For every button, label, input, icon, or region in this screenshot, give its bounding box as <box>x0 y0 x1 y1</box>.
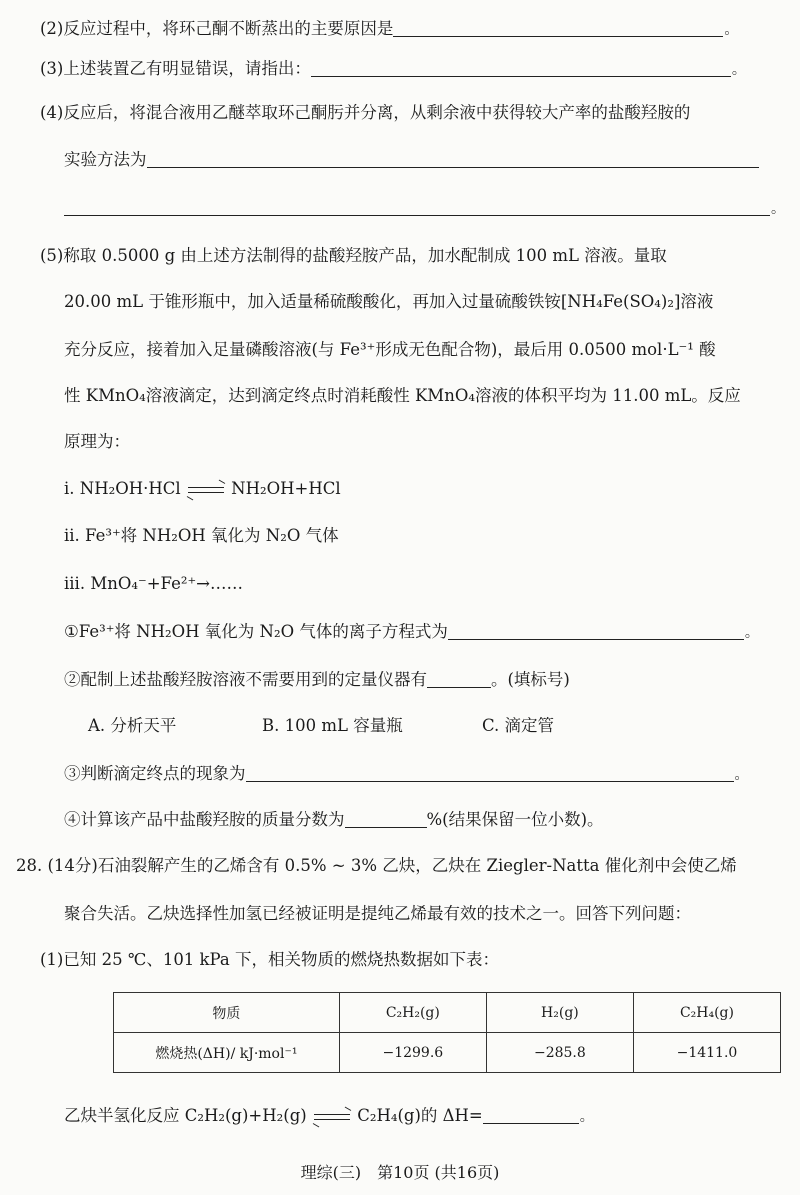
combustion-heat-table <box>113 992 781 1073</box>
question-28-line2: 聚合失活。乙炔选择性加氢已经被证明是提纯乙烯最有效的技术之一。回答下列问题： <box>64 904 691 923</box>
reaction-3: iii. MnO₄⁻+Fe²⁺→…… <box>64 574 243 593</box>
question-5-line3: 充分反应，接着加入足量磷酸溶液(与 Fe³⁺形成无色配合物)，最后用 0.0500 mol·L⁻¹ 酸 <box>64 340 716 359</box>
question-28-line1: 28. (14分)石油裂解产生的乙烯含有 0.5% ~ 3% 乙炔，乙炔在 Ziegler-Natta 催化剂中会使乙烯 <box>16 856 737 875</box>
sub-question-3-text: ③判断滴定终点的现象为 <box>64 764 246 783</box>
table-header-row <box>114 993 781 1033</box>
period: 。 <box>744 625 759 641</box>
reaction-1-right: NH₂OH+HCl <box>231 479 341 498</box>
question-5-line2: 20.00 mL 于锥形瓶中，加入适量稀硫酸酸化，再加入过量硫酸铁铵[NH₄Fe(SO₄)₂]溶液 <box>64 292 714 311</box>
option-c: C. 滴定管 <box>482 716 555 735</box>
question-2-text: (2)反应过程中，将环己酮不断蒸出的主要原因是 <box>40 19 394 38</box>
equilibrium-arrow-icon <box>186 484 226 496</box>
table-cell: −285.8 <box>486 1033 633 1073</box>
option-a: A. 分析天平 <box>88 716 177 735</box>
option-b: B. 100 mL 容量瓶 <box>262 716 403 735</box>
answer-blank-s2[interactable] <box>427 671 491 688</box>
sub-question-1-text: ①Fe³⁺将 NH₂OH 氧化为 N₂O 气体的离子方程式为 <box>64 622 448 641</box>
question-4-line2 <box>64 148 759 172</box>
answer-blank-delta-h[interactable] <box>483 1107 579 1124</box>
sub-question-2-text: ②配制上述盐酸羟胺溶液不需要用到的定量仪器有 <box>64 670 427 689</box>
question-28-line3: (1)已知 25 ℃、101 kPa 下，相关物质的燃烧热数据如下表： <box>40 950 499 969</box>
equilibrium-arrow-icon <box>312 1111 352 1123</box>
answer-blank-q2[interactable] <box>393 20 723 37</box>
sub-question-2-tail: 。(填标号) <box>491 670 570 689</box>
page-footer: 理综(三) 第10页 (共16页) <box>300 1163 500 1182</box>
sub-question-3 <box>64 762 749 787</box>
sub-question-4-tail: %(结果保留一位小数)。 <box>426 810 604 829</box>
question-4-line3 <box>64 196 785 221</box>
period: 。 <box>771 201 785 217</box>
answer-blank-s3[interactable] <box>246 765 734 782</box>
period: 。 <box>579 1109 594 1125</box>
question-4-line1: (4)反应后，将混合液用乙醚萃取环己酮肟并分离，从剩余液中获得较大产率的盐酸羟胺的 <box>40 103 691 122</box>
question-2 <box>40 17 738 42</box>
answer-blank-s1[interactable] <box>448 623 744 640</box>
sub-question-4-text: ④计算该产品中盐酸羟胺的质量分数为 <box>64 810 345 829</box>
sub-question-4 <box>64 808 604 832</box>
reaction-1-left: i. NH₂OH·HCl <box>64 479 181 498</box>
reaction-2: ii. Fe³⁺将 NH₂OH 氧化为 N₂O 气体 <box>64 526 339 545</box>
table-header-cell: C₂H₂(g) <box>339 993 486 1033</box>
question-5-line1: (5)称取 0.5000 g 由上述方法制得的盐酸羟胺产品，加水配制成 100 mL 溶液。量取 <box>40 246 667 265</box>
table-row <box>114 1033 781 1073</box>
period: 。 <box>724 22 739 38</box>
table-cell: −1299.6 <box>339 1033 486 1073</box>
equation-right: C₂H₄(g)的 ΔH= <box>357 1106 483 1125</box>
answer-blank-q3[interactable] <box>311 60 731 77</box>
question-4-text: 实验方法为 <box>64 150 147 169</box>
hydrogenation-equation <box>64 1104 594 1129</box>
question-3 <box>40 57 746 82</box>
equation-left: 乙炔半氢化反应 C₂H₂(g)+H₂(g) <box>64 1106 307 1125</box>
answer-blank-s4[interactable] <box>345 811 427 828</box>
question-5-line5: 原理为： <box>64 432 130 451</box>
table-header-cell: H₂(g) <box>486 993 633 1033</box>
sub-question-2 <box>64 668 570 692</box>
table-cell: 燃烧热(ΔH)/ kJ·mol⁻¹ <box>114 1033 340 1073</box>
question-5-line4: 性 KMnO₄溶液滴定，达到滴定终点时消耗酸性 KMnO₄溶液的体积平均为 11.00 mL。反应 <box>64 386 741 405</box>
question-3-text: (3)上述装置乙有明显错误，请指出： <box>40 59 311 78</box>
sub-question-1 <box>64 620 759 645</box>
period: 。 <box>731 62 746 78</box>
table-header-cell: C₂H₄(g) <box>633 993 780 1033</box>
reaction-1 <box>64 477 341 501</box>
answer-blank-q4a[interactable] <box>147 151 759 168</box>
answer-blank-q4b[interactable] <box>64 199 770 216</box>
table-cell: −1411.0 <box>633 1033 780 1073</box>
table-header-cell: 物质 <box>114 993 340 1033</box>
period: 。 <box>734 767 749 783</box>
